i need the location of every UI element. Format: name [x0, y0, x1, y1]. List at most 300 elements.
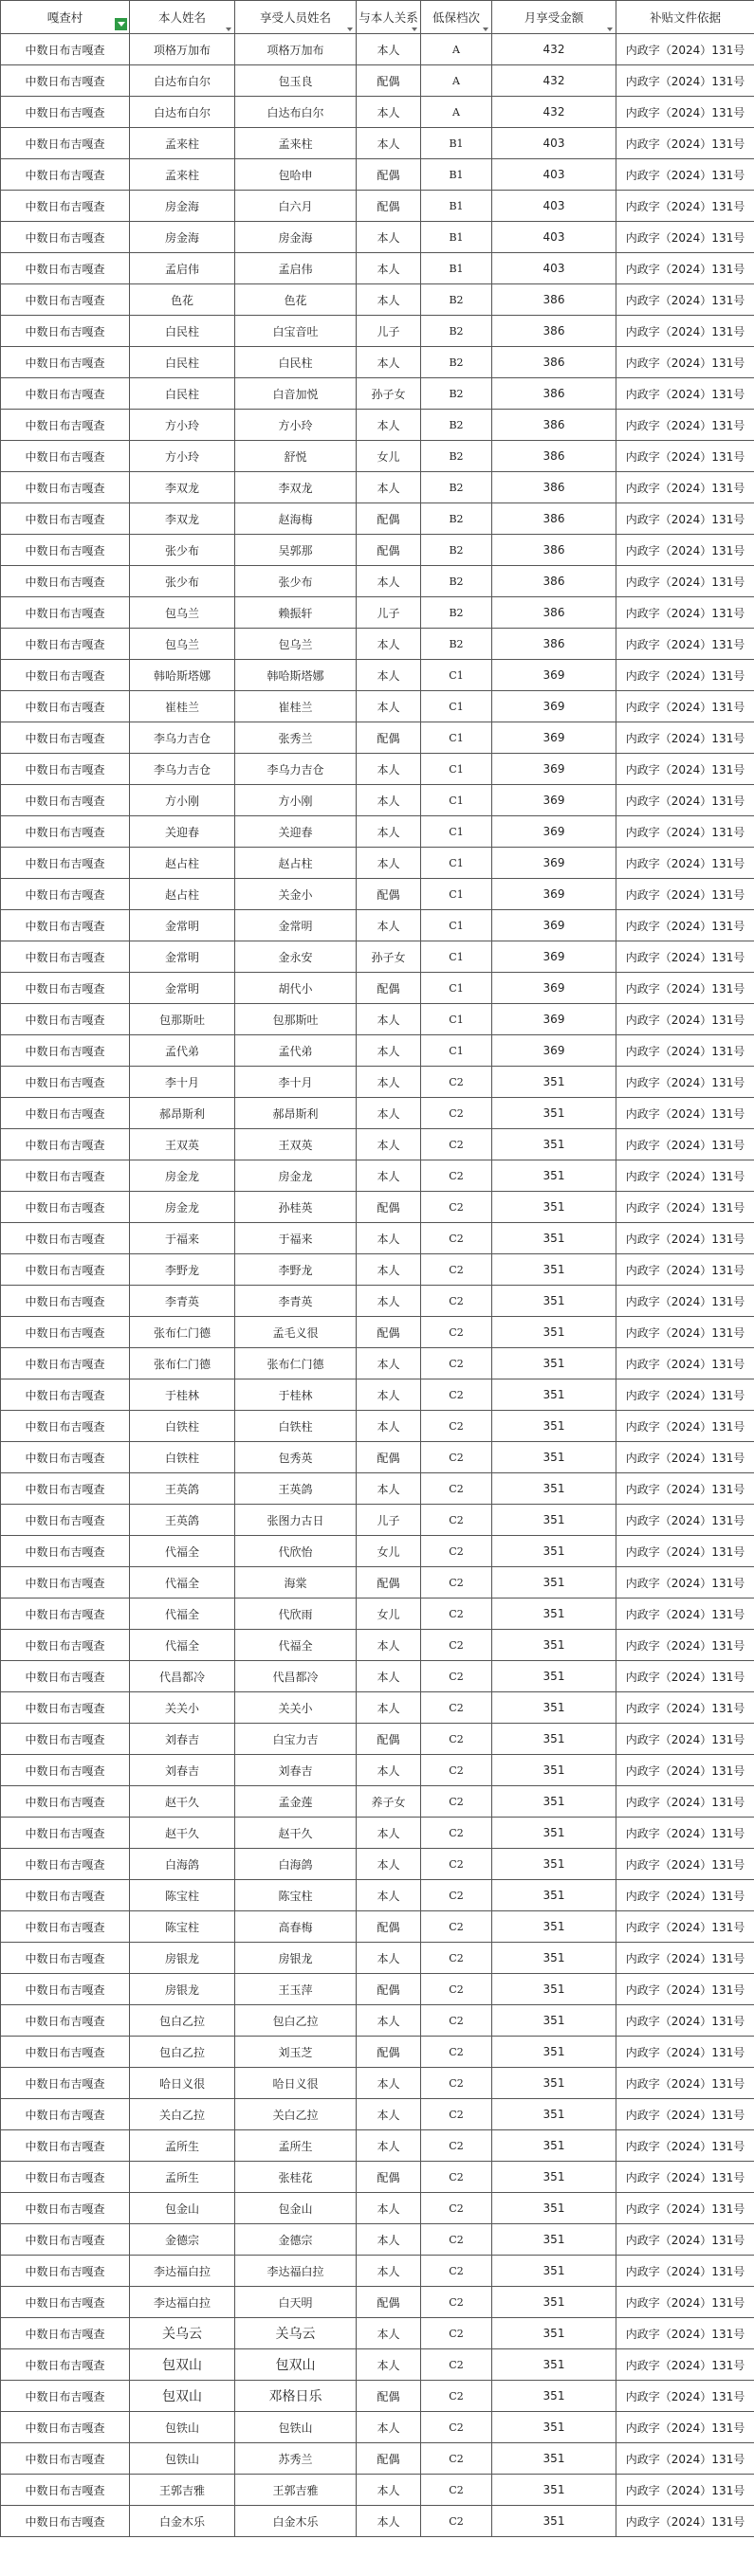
cell-level[interactable]: C2 [421, 1567, 492, 1599]
cell-basis[interactable]: 内政字（2024）131号 [616, 879, 754, 910]
cell-beneficiary[interactable]: 关金小 [235, 879, 357, 910]
cell-beneficiary[interactable]: 包铁山 [235, 2412, 357, 2443]
cell-beneficiary[interactable]: 关乌云 [235, 2318, 357, 2349]
cell-beneficiary[interactable]: 李达福白拉 [235, 2256, 357, 2287]
cell-name[interactable]: 李双龙 [130, 472, 235, 503]
cell-name[interactable]: 崔桂兰 [130, 691, 235, 722]
cell-relation[interactable]: 配偶 [357, 879, 421, 910]
cell-village[interactable]: 中数日布吉嘎查 [1, 347, 130, 378]
cell-level[interactable]: C2 [421, 1880, 492, 1911]
cell-relation[interactable]: 本人 [357, 347, 421, 378]
cell-relation[interactable]: 本人 [357, 1692, 421, 1724]
cell-level[interactable]: C2 [421, 1254, 492, 1286]
cell-basis[interactable]: 内政字（2024）131号 [616, 2318, 754, 2349]
cell-beneficiary[interactable]: 项格万加布 [235, 34, 357, 65]
cell-beneficiary[interactable]: 王郭吉雅 [235, 2475, 357, 2506]
cell-name[interactable]: 陈宝柱 [130, 1911, 235, 1943]
cell-name[interactable]: 关迎春 [130, 816, 235, 848]
cell-name[interactable]: 于福来 [130, 1223, 235, 1254]
cell-amount[interactable]: 369 [492, 941, 616, 973]
cell-amount[interactable]: 386 [492, 284, 616, 316]
cell-relation[interactable]: 儿子 [357, 316, 421, 347]
cell-amount[interactable]: 369 [492, 691, 616, 722]
cell-level[interactable]: B1 [421, 253, 492, 284]
cell-name[interactable]: 项格万加布 [130, 34, 235, 65]
cell-name[interactable]: 金德宗 [130, 2224, 235, 2256]
cell-amount[interactable]: 386 [492, 566, 616, 597]
cell-amount[interactable]: 351 [492, 1160, 616, 1192]
cell-name[interactable]: 李达福白拉 [130, 2287, 235, 2318]
cell-basis[interactable]: 内政字（2024）131号 [616, 1818, 754, 1849]
cell-name[interactable]: 金常明 [130, 941, 235, 973]
cell-beneficiary[interactable]: 赵海梅 [235, 503, 357, 535]
cell-level[interactable]: C2 [421, 1098, 492, 1129]
cell-village[interactable]: 中数日布吉嘎查 [1, 222, 130, 253]
cell-name[interactable]: 白民柱 [130, 316, 235, 347]
cell-relation[interactable]: 本人 [357, 1223, 421, 1254]
cell-beneficiary[interactable]: 白六月 [235, 191, 357, 222]
cell-basis[interactable]: 内政字（2024）131号 [616, 441, 754, 472]
cell-level[interactable]: B1 [421, 159, 492, 191]
cell-level[interactable]: C2 [421, 1317, 492, 1348]
cell-beneficiary[interactable]: 白金木乐 [235, 2506, 357, 2537]
cell-village[interactable]: 中数日布吉嘎查 [1, 97, 130, 128]
cell-relation[interactable]: 女儿 [357, 1599, 421, 1630]
cell-basis[interactable]: 内政字（2024）131号 [616, 1599, 754, 1630]
cell-name[interactable]: 房金海 [130, 222, 235, 253]
cell-relation[interactable]: 本人 [357, 1067, 421, 1098]
cell-basis[interactable]: 内政字（2024）131号 [616, 222, 754, 253]
cell-basis[interactable]: 内政字（2024）131号 [616, 34, 754, 65]
cell-beneficiary[interactable]: 房银龙 [235, 1943, 357, 1974]
cell-level[interactable]: C2 [421, 1411, 492, 1442]
cell-level[interactable]: C2 [421, 1724, 492, 1755]
cell-amount[interactable]: 351 [492, 2256, 616, 2287]
cell-village[interactable]: 中数日布吉嘎查 [1, 1974, 130, 2005]
cell-village[interactable]: 中数日布吉嘎查 [1, 1317, 130, 1348]
cell-relation[interactable]: 女儿 [357, 1536, 421, 1567]
cell-name[interactable]: 赵占柱 [130, 848, 235, 879]
cell-basis[interactable]: 内政字（2024）131号 [616, 2099, 754, 2130]
cell-level[interactable]: A [421, 34, 492, 65]
cell-village[interactable]: 中数日布吉嘎查 [1, 378, 130, 410]
cell-amount[interactable]: 351 [492, 1849, 616, 1880]
cell-village[interactable]: 中数日布吉嘎查 [1, 1692, 130, 1724]
cell-relation[interactable]: 本人 [357, 472, 421, 503]
cell-relation[interactable]: 本人 [357, 2506, 421, 2537]
cell-village[interactable]: 中数日布吉嘎查 [1, 691, 130, 722]
cell-basis[interactable]: 内政字（2024）131号 [616, 2037, 754, 2068]
cell-name[interactable]: 包铁山 [130, 2412, 235, 2443]
cell-beneficiary[interactable]: 刘玉芝 [235, 2037, 357, 2068]
cell-relation[interactable]: 本人 [357, 284, 421, 316]
cell-name[interactable]: 李乌力吉仓 [130, 722, 235, 754]
cell-amount[interactable]: 369 [492, 722, 616, 754]
cell-relation[interactable]: 养子女 [357, 1786, 421, 1818]
cell-level[interactable]: C2 [421, 2068, 492, 2099]
cell-relation[interactable]: 本人 [357, 785, 421, 816]
cell-beneficiary[interactable]: 白宝音吐 [235, 316, 357, 347]
cell-amount[interactable]: 351 [492, 1286, 616, 1317]
cell-level[interactable]: B1 [421, 191, 492, 222]
cell-level[interactable]: C1 [421, 754, 492, 785]
cell-relation[interactable]: 儿子 [357, 597, 421, 629]
cell-village[interactable]: 中数日布吉嘎查 [1, 1348, 130, 1379]
cell-village[interactable]: 中数日布吉嘎查 [1, 2193, 130, 2224]
cell-amount[interactable]: 351 [492, 2130, 616, 2162]
cell-village[interactable]: 中数日布吉嘎查 [1, 191, 130, 222]
cell-name[interactable]: 李达福白拉 [130, 2256, 235, 2287]
cell-village[interactable]: 中数日布吉嘎查 [1, 1129, 130, 1160]
cell-amount[interactable]: 351 [492, 1818, 616, 1849]
cell-level[interactable]: C1 [421, 785, 492, 816]
cell-relation[interactable]: 本人 [357, 410, 421, 441]
cell-relation[interactable]: 本人 [357, 1098, 421, 1129]
cell-village[interactable]: 中数日布吉嘎查 [1, 910, 130, 941]
cell-level[interactable]: C2 [421, 2443, 492, 2475]
cell-beneficiary[interactable]: 张少布 [235, 566, 357, 597]
cell-relation[interactable]: 配偶 [357, 535, 421, 566]
cell-basis[interactable]: 内政字（2024）131号 [616, 973, 754, 1004]
cell-level[interactable]: C2 [421, 1661, 492, 1692]
cell-level[interactable]: C2 [421, 1192, 492, 1223]
cell-beneficiary[interactable]: 王英鸽 [235, 1473, 357, 1505]
cell-name[interactable]: 白金木乐 [130, 2506, 235, 2537]
cell-level[interactable]: C2 [421, 1067, 492, 1098]
cell-amount[interactable]: 351 [492, 2412, 616, 2443]
cell-level[interactable]: C2 [421, 2005, 492, 2037]
cell-name[interactable]: 李双龙 [130, 503, 235, 535]
cell-basis[interactable]: 内政字（2024）131号 [616, 1880, 754, 1911]
cell-level[interactable]: C2 [421, 1129, 492, 1160]
cell-beneficiary[interactable]: 白宝力吉 [235, 1724, 357, 1755]
cell-relation[interactable]: 本人 [357, 97, 421, 128]
cell-level[interactable]: B2 [421, 410, 492, 441]
cell-name[interactable]: 代福全 [130, 1630, 235, 1661]
cell-relation[interactable]: 本人 [357, 34, 421, 65]
cell-amount[interactable]: 351 [492, 2318, 616, 2349]
cell-basis[interactable]: 内政字（2024）131号 [616, 2005, 754, 2037]
cell-relation[interactable]: 本人 [357, 1348, 421, 1379]
cell-basis[interactable]: 内政字（2024）131号 [616, 1286, 754, 1317]
cell-beneficiary[interactable]: 代欣雨 [235, 1599, 357, 1630]
cell-beneficiary[interactable]: 哈日义很 [235, 2068, 357, 2099]
cell-beneficiary[interactable]: 于福来 [235, 1223, 357, 1254]
cell-beneficiary[interactable]: 白天明 [235, 2287, 357, 2318]
cell-village[interactable]: 中数日布吉嘎查 [1, 253, 130, 284]
cell-relation[interactable]: 配偶 [357, 1567, 421, 1599]
cell-basis[interactable]: 内政字（2024）131号 [616, 2506, 754, 2537]
cell-name[interactable]: 张布仁门德 [130, 1348, 235, 1379]
cell-relation[interactable]: 本人 [357, 2005, 421, 2037]
cell-level[interactable]: C2 [421, 2349, 492, 2381]
cell-amount[interactable]: 386 [492, 472, 616, 503]
cell-basis[interactable]: 内政字（2024）131号 [616, 316, 754, 347]
cell-amount[interactable]: 369 [492, 848, 616, 879]
cell-relation[interactable]: 配偶 [357, 2037, 421, 2068]
cell-beneficiary[interactable]: 关迎春 [235, 816, 357, 848]
cell-name[interactable]: 房金龙 [130, 1160, 235, 1192]
cell-name[interactable]: 孟启伟 [130, 253, 235, 284]
cell-name[interactable]: 刘春吉 [130, 1724, 235, 1755]
cell-basis[interactable]: 内政字（2024）131号 [616, 1098, 754, 1129]
cell-village[interactable]: 中数日布吉嘎查 [1, 128, 130, 159]
cell-relation[interactable]: 本人 [357, 2224, 421, 2256]
cell-amount[interactable]: 351 [492, 2099, 616, 2130]
cell-basis[interactable]: 内政字（2024）131号 [616, 660, 754, 691]
cell-basis[interactable]: 内政字（2024）131号 [616, 2068, 754, 2099]
cell-beneficiary[interactable]: 包那斯吐 [235, 1004, 357, 1035]
cell-beneficiary[interactable]: 张秀兰 [235, 722, 357, 754]
cell-basis[interactable]: 内政字（2024）131号 [616, 1004, 754, 1035]
cell-amount[interactable]: 351 [492, 1317, 616, 1348]
cell-basis[interactable]: 内政字（2024）131号 [616, 410, 754, 441]
cell-amount[interactable]: 403 [492, 222, 616, 253]
cell-village[interactable]: 中数日布吉嘎查 [1, 1755, 130, 1786]
cell-beneficiary[interactable]: 张图力古日 [235, 1505, 357, 1536]
cell-relation[interactable]: 本人 [357, 848, 421, 879]
cell-basis[interactable]: 内政字（2024）131号 [616, 1974, 754, 2005]
cell-level[interactable]: B2 [421, 347, 492, 378]
cell-relation[interactable]: 配偶 [357, 2162, 421, 2193]
cell-beneficiary[interactable]: 包哈申 [235, 159, 357, 191]
cell-basis[interactable]: 内政字（2024）131号 [616, 191, 754, 222]
cell-basis[interactable]: 内政字（2024）131号 [616, 1129, 754, 1160]
cell-village[interactable]: 中数日布吉嘎查 [1, 2068, 130, 2099]
cell-beneficiary[interactable]: 色花 [235, 284, 357, 316]
cell-amount[interactable]: 351 [492, 1223, 616, 1254]
cell-amount[interactable]: 369 [492, 973, 616, 1004]
cell-beneficiary[interactable]: 白音加悦 [235, 378, 357, 410]
cell-level[interactable]: C2 [421, 1849, 492, 1880]
cell-beneficiary[interactable]: 舒悦 [235, 441, 357, 472]
cell-relation[interactable]: 本人 [357, 1286, 421, 1317]
cell-name[interactable]: 孟来柱 [130, 159, 235, 191]
cell-level[interactable]: B1 [421, 222, 492, 253]
cell-relation[interactable]: 配偶 [357, 191, 421, 222]
cell-basis[interactable]: 内政字（2024）131号 [616, 1473, 754, 1505]
cell-amount[interactable]: 351 [492, 2381, 616, 2412]
cell-amount[interactable]: 351 [492, 1943, 616, 1974]
cell-basis[interactable]: 内政字（2024）131号 [616, 1035, 754, 1067]
cell-amount[interactable]: 386 [492, 597, 616, 629]
cell-basis[interactable]: 内政字（2024）131号 [616, 378, 754, 410]
cell-village[interactable]: 中数日布吉嘎查 [1, 1442, 130, 1473]
cell-relation[interactable]: 本人 [357, 1035, 421, 1067]
cell-village[interactable]: 中数日布吉嘎查 [1, 441, 130, 472]
cell-level[interactable]: C1 [421, 1004, 492, 1035]
cell-village[interactable]: 中数日布吉嘎查 [1, 1849, 130, 1880]
cell-basis[interactable]: 内政字（2024）131号 [616, 1943, 754, 1974]
cell-name[interactable]: 白铁柱 [130, 1411, 235, 1442]
cell-amount[interactable]: 369 [492, 1004, 616, 1035]
cell-amount[interactable]: 432 [492, 97, 616, 128]
cell-beneficiary[interactable]: 房金龙 [235, 1160, 357, 1192]
cell-level[interactable]: C2 [421, 1974, 492, 2005]
cell-amount[interactable]: 351 [492, 2287, 616, 2318]
cell-basis[interactable]: 内政字（2024）131号 [616, 1348, 754, 1379]
cell-name[interactable]: 关乌云 [130, 2318, 235, 2349]
cell-beneficiary[interactable]: 包玉良 [235, 65, 357, 97]
cell-beneficiary[interactable]: 李野龙 [235, 1254, 357, 1286]
cell-name[interactable]: 代福全 [130, 1599, 235, 1630]
cell-beneficiary[interactable]: 刘春吉 [235, 1755, 357, 1786]
cell-relation[interactable]: 配偶 [357, 1911, 421, 1943]
cell-village[interactable]: 中数日布吉嘎查 [1, 1473, 130, 1505]
cell-relation[interactable]: 配偶 [357, 2381, 421, 2412]
cell-village[interactable]: 中数日布吉嘎查 [1, 2412, 130, 2443]
cell-basis[interactable]: 内政字（2024）131号 [616, 503, 754, 535]
cell-name[interactable]: 白民柱 [130, 347, 235, 378]
cell-basis[interactable]: 内政字（2024）131号 [616, 1254, 754, 1286]
cell-name[interactable]: 房银龙 [130, 1943, 235, 1974]
cell-basis[interactable]: 内政字（2024）131号 [616, 1160, 754, 1192]
cell-name[interactable]: 李野龙 [130, 1254, 235, 1286]
cell-level[interactable]: B2 [421, 472, 492, 503]
cell-level[interactable]: B2 [421, 566, 492, 597]
cell-village[interactable]: 中数日布吉嘎查 [1, 597, 130, 629]
cell-village[interactable]: 中数日布吉嘎查 [1, 2256, 130, 2287]
cell-basis[interactable]: 内政字（2024）131号 [616, 941, 754, 973]
cell-amount[interactable]: 351 [492, 1254, 616, 1286]
cell-name[interactable]: 代昌都冷 [130, 1661, 235, 1692]
cell-village[interactable]: 中数日布吉嘎查 [1, 472, 130, 503]
cell-name[interactable]: 李青英 [130, 1286, 235, 1317]
cell-basis[interactable]: 内政字（2024）131号 [616, 1567, 754, 1599]
cell-basis[interactable]: 内政字（2024）131号 [616, 2162, 754, 2193]
cell-village[interactable]: 中数日布吉嘎查 [1, 1880, 130, 1911]
cell-level[interactable]: B2 [421, 316, 492, 347]
cell-beneficiary[interactable]: 包秀英 [235, 1442, 357, 1473]
cell-level[interactable]: B2 [421, 284, 492, 316]
cell-level[interactable]: C2 [421, 2193, 492, 2224]
cell-relation[interactable]: 本人 [357, 660, 421, 691]
cell-basis[interactable]: 内政字（2024）131号 [616, 2475, 754, 2506]
cell-amount[interactable]: 351 [492, 1536, 616, 1567]
cell-level[interactable]: C2 [421, 1160, 492, 1192]
cell-level[interactable]: C2 [421, 2037, 492, 2068]
cell-beneficiary[interactable]: 白铁柱 [235, 1411, 357, 1442]
cell-basis[interactable]: 内政字（2024）131号 [616, 1536, 754, 1567]
cell-beneficiary[interactable]: 孟代弟 [235, 1035, 357, 1067]
cell-name[interactable]: 包乌兰 [130, 597, 235, 629]
filter-dropdown-icon[interactable] [224, 23, 232, 31]
cell-relation[interactable]: 配偶 [357, 1317, 421, 1348]
cell-name[interactable]: 白达布白尔 [130, 97, 235, 128]
cell-basis[interactable]: 内政字（2024）131号 [616, 159, 754, 191]
cell-amount[interactable]: 351 [492, 2068, 616, 2099]
cell-village[interactable]: 中数日布吉嘎查 [1, 1192, 130, 1223]
cell-level[interactable]: C2 [421, 1536, 492, 1567]
cell-level[interactable]: C1 [421, 879, 492, 910]
cell-beneficiary[interactable]: 白海鸽 [235, 1849, 357, 1880]
cell-name[interactable]: 张少布 [130, 535, 235, 566]
filter-dropdown-icon[interactable] [605, 23, 614, 31]
cell-beneficiary[interactable]: 金德宗 [235, 2224, 357, 2256]
cell-village[interactable]: 中数日布吉嘎查 [1, 722, 130, 754]
cell-name[interactable]: 张布仁门德 [130, 1317, 235, 1348]
cell-village[interactable]: 中数日布吉嘎查 [1, 34, 130, 65]
cell-name[interactable]: 王英鸽 [130, 1473, 235, 1505]
cell-amount[interactable]: 369 [492, 1035, 616, 1067]
cell-basis[interactable]: 内政字（2024）131号 [616, 1067, 754, 1098]
cell-village[interactable]: 中数日布吉嘎查 [1, 1567, 130, 1599]
filter-dropdown-icon[interactable] [410, 23, 418, 31]
cell-village[interactable]: 中数日布吉嘎查 [1, 816, 130, 848]
cell-basis[interactable]: 内政字（2024）131号 [616, 65, 754, 97]
cell-amount[interactable]: 351 [492, 1473, 616, 1505]
cell-amount[interactable]: 351 [492, 1567, 616, 1599]
cell-beneficiary[interactable]: 李十月 [235, 1067, 357, 1098]
cell-level[interactable]: C2 [421, 2162, 492, 2193]
cell-level[interactable]: C1 [421, 1035, 492, 1067]
cell-beneficiary[interactable]: 陈宝柱 [235, 1880, 357, 1911]
cell-level[interactable]: C2 [421, 2412, 492, 2443]
cell-name[interactable]: 李乌力吉仓 [130, 754, 235, 785]
cell-basis[interactable]: 内政字（2024）131号 [616, 97, 754, 128]
cell-village[interactable]: 中数日布吉嘎查 [1, 2318, 130, 2349]
cell-level[interactable]: C1 [421, 691, 492, 722]
cell-village[interactable]: 中数日布吉嘎查 [1, 2475, 130, 2506]
cell-relation[interactable]: 配偶 [357, 722, 421, 754]
cell-level[interactable]: B2 [421, 597, 492, 629]
cell-level[interactable]: C2 [421, 2130, 492, 2162]
cell-amount[interactable]: 351 [492, 1098, 616, 1129]
cell-amount[interactable]: 351 [492, 1442, 616, 1473]
cell-village[interactable]: 中数日布吉嘎查 [1, 1286, 130, 1317]
cell-beneficiary[interactable]: 白民柱 [235, 347, 357, 378]
cell-level[interactable]: C2 [421, 1943, 492, 1974]
cell-name[interactable]: 白达布白尔 [130, 65, 235, 97]
cell-amount[interactable]: 351 [492, 1192, 616, 1223]
cell-name[interactable]: 金常明 [130, 973, 235, 1004]
cell-village[interactable]: 中数日布吉嘎查 [1, 1536, 130, 1567]
cell-amount[interactable]: 351 [492, 1880, 616, 1911]
cell-relation[interactable]: 本人 [357, 1004, 421, 1035]
cell-relation[interactable]: 本人 [357, 2256, 421, 2287]
cell-level[interactable]: B2 [421, 503, 492, 535]
cell-basis[interactable]: 内政字（2024）131号 [616, 910, 754, 941]
cell-beneficiary[interactable]: 韩哈斯塔娜 [235, 660, 357, 691]
cell-relation[interactable]: 配偶 [357, 2287, 421, 2318]
cell-level[interactable]: B2 [421, 441, 492, 472]
cell-village[interactable]: 中数日布吉嘎查 [1, 503, 130, 535]
cell-basis[interactable]: 内政字（2024）131号 [616, 1724, 754, 1755]
cell-amount[interactable]: 369 [492, 879, 616, 910]
cell-basis[interactable]: 内政字（2024）131号 [616, 1692, 754, 1724]
cell-basis[interactable]: 内政字（2024）131号 [616, 1911, 754, 1943]
cell-basis[interactable]: 内政字（2024）131号 [616, 253, 754, 284]
cell-basis[interactable]: 内政字（2024）131号 [616, 1505, 754, 1536]
cell-basis[interactable]: 内政字（2024）131号 [616, 754, 754, 785]
cell-amount[interactable]: 351 [492, 2506, 616, 2537]
cell-village[interactable]: 中数日布吉嘎查 [1, 941, 130, 973]
cell-basis[interactable]: 内政字（2024）131号 [616, 848, 754, 879]
cell-relation[interactable]: 本人 [357, 1129, 421, 1160]
cell-beneficiary[interactable]: 孟所生 [235, 2130, 357, 2162]
cell-basis[interactable]: 内政字（2024）131号 [616, 1192, 754, 1223]
cell-amount[interactable]: 351 [492, 1911, 616, 1943]
cell-level[interactable]: C2 [421, 1755, 492, 1786]
cell-name[interactable]: 白铁柱 [130, 1442, 235, 1473]
cell-relation[interactable]: 本人 [357, 1379, 421, 1411]
cell-village[interactable]: 中数日布吉嘎查 [1, 1160, 130, 1192]
cell-amount[interactable]: 386 [492, 535, 616, 566]
cell-level[interactable]: C1 [421, 848, 492, 879]
cell-amount[interactable]: 386 [492, 441, 616, 472]
cell-amount[interactable]: 351 [492, 2162, 616, 2193]
cell-beneficiary[interactable]: 孙桂英 [235, 1192, 357, 1223]
